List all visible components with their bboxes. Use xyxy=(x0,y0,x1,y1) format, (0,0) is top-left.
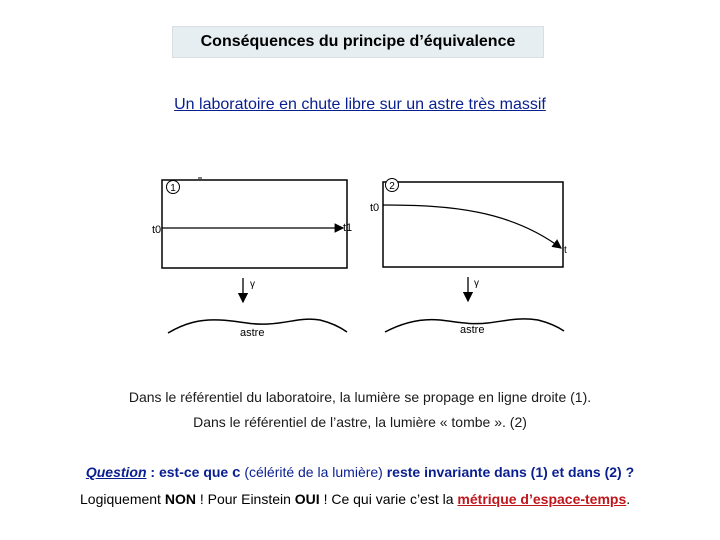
astre-label-1: astre xyxy=(240,327,265,339)
time-end-label-2: t xyxy=(564,245,567,256)
metric-term: métrique d’espace-temps xyxy=(457,491,627,507)
question-part-1: : est-ce que xyxy=(146,464,233,480)
equivalence-diagram xyxy=(140,165,590,355)
explanation-line-1: Dans le référentiel du laboratoire, la lumière se propage en ligne droite (1). xyxy=(128,389,592,405)
conclusion-line xyxy=(80,491,700,507)
question-definition: (célérité de la lumière) xyxy=(240,464,387,480)
question-line xyxy=(0,464,720,481)
lab-box-1 xyxy=(162,180,347,268)
lab-box-2 xyxy=(383,182,563,267)
slide-subtitle: Un laboratoire en chute libre sur un astre très massif xyxy=(174,96,546,113)
panel-1 xyxy=(152,178,352,339)
gravity-label-2: γ xyxy=(474,278,479,289)
astre-label-2: astre xyxy=(460,324,485,336)
speed-of-light-symbol: c xyxy=(232,464,241,481)
question-label: Question xyxy=(85,464,147,480)
panel-number-2: 2 xyxy=(389,181,395,192)
panel-2 xyxy=(370,179,567,337)
slide-title: Conséquences du principe d’équivalence xyxy=(200,33,516,50)
panel-number-1: 1 xyxy=(170,183,176,194)
slide-title-box xyxy=(172,26,544,58)
explanation-line-2: Dans le référentiel de l’astre, la lumière « tombe ». (2) xyxy=(193,414,527,430)
time-start-label-2: t0 xyxy=(370,202,380,214)
gravity-label-1: γ xyxy=(250,279,255,290)
conclusion-part-1: Logiquement xyxy=(80,491,165,507)
answer-non: NON xyxy=(164,491,196,507)
time-start-label-1: t0 xyxy=(152,224,162,236)
conclusion-end: . xyxy=(626,491,631,507)
conclusion-part-3: ! Ce qui varie c’est la xyxy=(319,491,458,507)
conclusion-part-2: ! Pour Einstein xyxy=(195,491,295,507)
light-ray-curved xyxy=(383,205,561,248)
time-end-label-1: t1 xyxy=(343,222,353,234)
question-part-2: reste invariante dans (1) et dans (2) ? xyxy=(386,464,635,480)
answer-oui: OUI xyxy=(294,491,320,507)
